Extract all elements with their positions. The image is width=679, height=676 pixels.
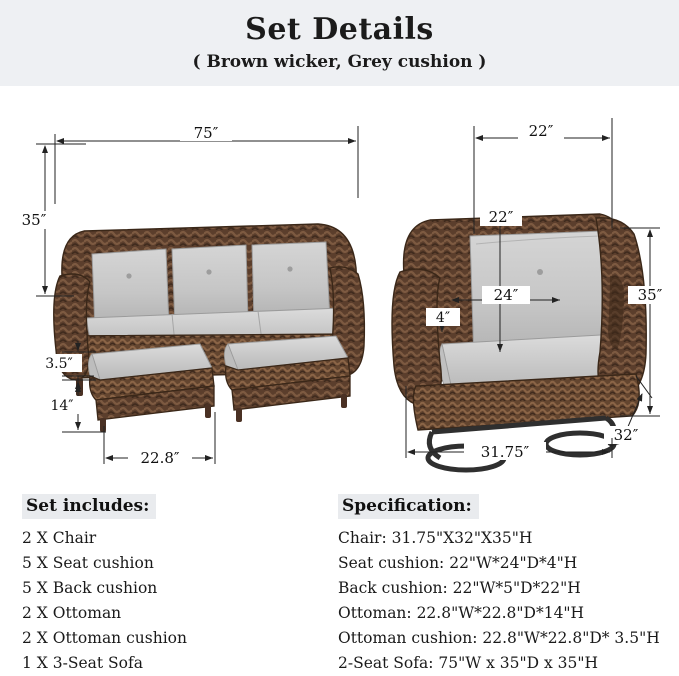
specification-title: Specification: xyxy=(338,494,479,519)
list-item: Ottoman: 22.8"W*22.8"D*14"H xyxy=(338,604,585,622)
ottoman-height-label: 14″ xyxy=(50,398,74,414)
list-item: 2 X Chair xyxy=(22,529,97,547)
chair-front-width-label: 31.75″ xyxy=(480,443,530,461)
sofa-width-label: 75″ xyxy=(193,124,219,142)
ottoman-cushion-thickness-label: 3.5″ xyxy=(45,356,73,372)
specification-list xyxy=(338,526,660,676)
set-includes-block xyxy=(22,494,187,676)
sofa-height-label: 35″ xyxy=(21,211,47,229)
chair-back-cushion-height-label: 22″ xyxy=(488,208,514,226)
page-subtitle: ( Brown wicker, Grey cushion ) xyxy=(192,52,487,72)
list-item: Back cushion: 22"W*5"D*22"H xyxy=(338,579,581,597)
chair-top-width-label: 22″ xyxy=(528,122,554,140)
page-title: Set Details xyxy=(245,12,434,47)
ottoman-width-label: 22.8″ xyxy=(140,449,180,467)
specification-block xyxy=(338,494,660,676)
chair-seat-depth-label: 24″ xyxy=(493,286,519,304)
ottoman-width-dimension xyxy=(104,412,215,467)
chair-seat-thickness-label: 4″ xyxy=(435,310,451,326)
list-item: 5 X Back cushion xyxy=(22,579,158,597)
sofa-width-dimension xyxy=(55,124,358,204)
header-banner xyxy=(0,0,679,86)
list-item: Seat cushion: 22"W*24"D*4"H xyxy=(338,554,578,572)
list-item: 2 X Ottoman cushion xyxy=(22,629,187,647)
dimension-diagram xyxy=(0,86,679,486)
chair-height-label: 35″ xyxy=(637,286,663,304)
set-includes-title: Set includes: xyxy=(22,494,156,519)
list-item: 1 X 3-Seat Sofa xyxy=(22,654,143,672)
list-item: 2-Seat Sofa: 75"W x 35"D x 35"H xyxy=(338,654,598,672)
set-includes-list xyxy=(22,526,187,676)
list-item: Ottoman cushion: 22.8"W*22.8"D* 3.5"H xyxy=(338,629,660,647)
list-item: 5 X Seat cushion xyxy=(22,554,154,572)
list-item: 2 X Ottoman xyxy=(22,604,122,622)
ottoman-right-illustration xyxy=(224,336,350,422)
chair-depth-label: 32″ xyxy=(613,426,639,444)
ottoman-left-illustration xyxy=(88,344,214,432)
list-item: Chair: 31.75"X32"X35"H xyxy=(338,529,533,547)
